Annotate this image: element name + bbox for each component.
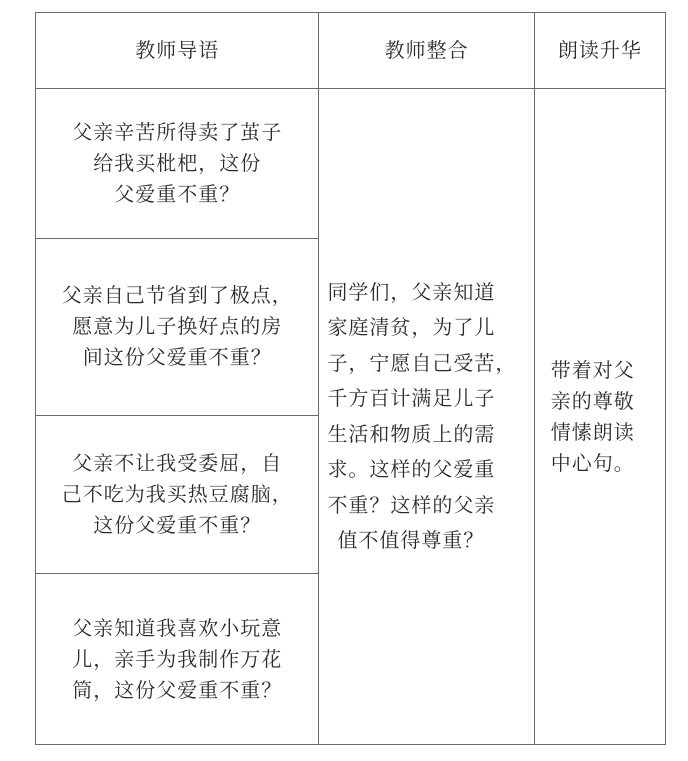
reading-line: 中心句。 — [550, 450, 635, 475]
guide-line: 父爱重不重？ — [114, 182, 241, 207]
integration-line: 子，宁愿自己受苦， — [327, 350, 517, 375]
header-teacher-guide: 教师导语 — [36, 13, 319, 89]
guide-line: 父亲自己节省到了极点， — [61, 283, 293, 308]
guide-cell-2 — [36, 238, 319, 415]
reading-line: 亲的尊敬 — [550, 388, 635, 413]
lesson-table — [35, 12, 666, 745]
header-reading-sublimation: 朗读升华 — [534, 13, 665, 89]
table-row — [36, 89, 666, 239]
guide-line: 愿意为儿子换好点的房 — [72, 314, 283, 339]
guide-line: 父亲不让我受委屈，自 — [72, 450, 283, 475]
reading-line: 情愫朗读 — [550, 419, 635, 444]
integration-line: 家庭清贫，为了儿 — [327, 315, 496, 340]
reading-line: 带着对父 — [550, 357, 635, 382]
integration-line: 求。这样的父爱重 — [327, 457, 496, 482]
guide-cell-4 — [36, 574, 319, 745]
guide-line: 父亲知道我喜欢小玩意 — [72, 615, 283, 640]
integration-line: 同学们，父亲知道 — [327, 279, 496, 304]
guide-line: 儿，亲手为我制作万花 — [72, 646, 283, 671]
guide-line: 父亲辛苦所得卖了茧子 — [72, 120, 283, 145]
guide-cell-1 — [36, 89, 319, 239]
header-row — [36, 13, 666, 89]
guide-line: 这份父爱重不重？ — [93, 512, 262, 537]
guide-line: 己不吃为我买热豆腐脑， — [61, 481, 293, 506]
integration-line: 不重？这样的父亲 — [327, 492, 496, 517]
integration-line: 千方百计满足儿子 — [327, 386, 496, 411]
guide-line: 筒，这份父爱重不重？ — [72, 677, 283, 702]
integration-cell — [319, 89, 534, 745]
integration-line: 生活和物质上的需 — [327, 421, 496, 446]
guide-line: 给我买枇杷，这份 — [93, 151, 262, 176]
header-teacher-integration: 教师整合 — [319, 13, 534, 89]
reading-cell — [534, 89, 665, 745]
integration-line: 值不值得尊重？ — [337, 528, 485, 553]
guide-cell-3 — [36, 415, 319, 574]
guide-line: 间这份父爱重不重？ — [82, 345, 272, 370]
